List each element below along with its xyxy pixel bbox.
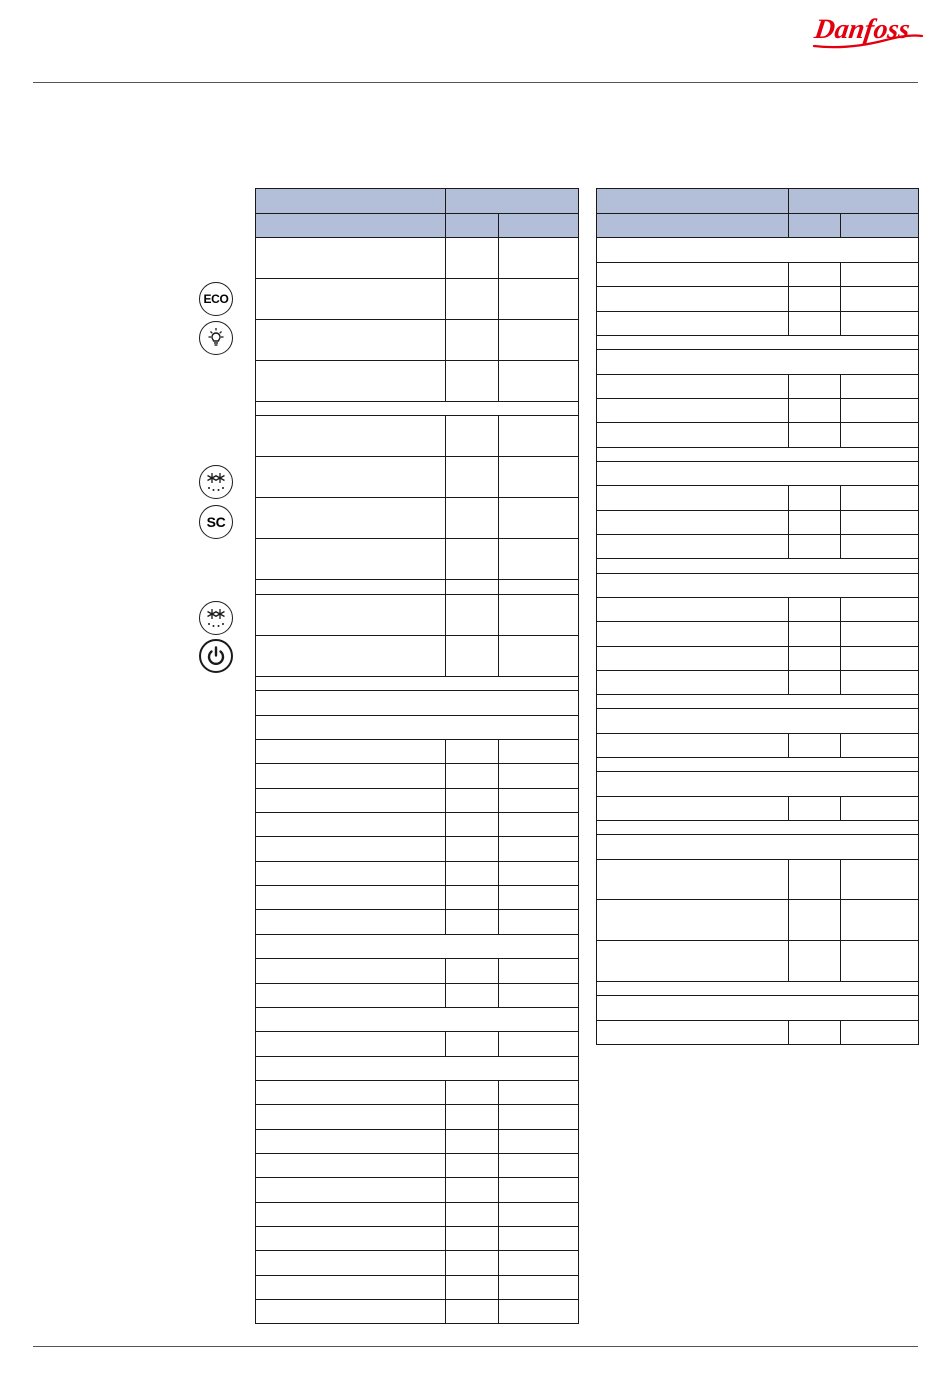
section-row <box>597 821 919 835</box>
table-row <box>597 423 919 448</box>
header-cell <box>499 214 579 238</box>
table-row <box>597 671 919 695</box>
table-row <box>256 764 579 789</box>
table-row <box>256 813 579 837</box>
header-rule <box>33 82 918 83</box>
table-header-row <box>597 214 919 238</box>
table-row <box>256 1251 579 1276</box>
table-row <box>597 486 919 511</box>
table-row <box>256 984 579 1008</box>
header-cell <box>446 189 579 214</box>
table-row <box>256 886 579 910</box>
table-row <box>256 1276 579 1300</box>
section-row <box>597 559 919 574</box>
table-row <box>597 941 919 982</box>
table-row <box>256 416 579 457</box>
table-row <box>597 900 919 941</box>
table-row <box>597 860 919 900</box>
table-row <box>256 320 579 361</box>
table-header-row <box>597 189 919 214</box>
table-row <box>597 287 919 312</box>
table-row <box>256 837 579 862</box>
table-row <box>256 1105 579 1130</box>
table-row <box>256 279 579 320</box>
table-row <box>597 375 919 399</box>
section-row <box>597 982 919 996</box>
eco-icon <box>199 282 233 316</box>
section-row <box>597 709 919 734</box>
table-row <box>256 1300 579 1324</box>
danfoss-logo <box>808 6 926 54</box>
section-row <box>256 691 579 716</box>
light-bulb-icon <box>199 321 233 355</box>
table-row <box>256 1227 579 1251</box>
table-row <box>597 797 919 821</box>
table-row <box>256 910 579 935</box>
table-row <box>256 539 579 580</box>
table-row <box>256 1178 579 1203</box>
table-row <box>256 457 579 498</box>
super-cool-icon <box>199 505 233 539</box>
table-row <box>256 789 579 813</box>
header-cell <box>256 214 446 238</box>
table-row <box>256 580 579 595</box>
svg-text:Danfoss: Danfoss <box>812 14 912 45</box>
table-row <box>256 595 579 636</box>
header-cell <box>597 214 789 238</box>
table-row <box>597 399 919 423</box>
parameter-table-right <box>596 188 919 1045</box>
section-row <box>256 1008 579 1032</box>
table-row <box>256 740 579 764</box>
header-cell <box>789 189 919 214</box>
section-row <box>597 772 919 797</box>
table-row <box>597 312 919 336</box>
section-row <box>597 835 919 860</box>
table-row <box>256 1130 579 1154</box>
section-row <box>597 695 919 709</box>
header-cell <box>597 189 789 214</box>
table-row <box>597 535 919 559</box>
table-row <box>256 636 579 677</box>
footer-rule <box>33 1346 918 1347</box>
section-row <box>256 935 579 959</box>
table-row <box>597 263 919 287</box>
table-row <box>256 1203 579 1227</box>
table-header-row <box>256 214 579 238</box>
defrost-icon <box>199 601 233 635</box>
table-row <box>597 511 919 535</box>
section-row <box>256 1057 579 1081</box>
table-header-row <box>256 189 579 214</box>
header-cell <box>446 214 499 238</box>
section-row <box>597 448 919 462</box>
section-row <box>597 462 919 486</box>
section-row <box>597 574 919 598</box>
header-cell <box>256 189 446 214</box>
section-row <box>597 350 919 375</box>
super-cool-icon-label: SC <box>206 514 226 530</box>
table-row <box>597 1021 919 1045</box>
table-row <box>597 734 919 758</box>
section-row <box>597 758 919 772</box>
table-row <box>256 1032 579 1057</box>
section-row <box>597 336 919 350</box>
defrost-icon <box>199 465 233 499</box>
power-icon <box>199 639 233 673</box>
table-row <box>597 647 919 671</box>
table-row <box>256 361 579 402</box>
table-row <box>256 238 579 279</box>
table-row <box>256 1154 579 1178</box>
section-row <box>256 402 579 416</box>
section-row <box>256 677 579 691</box>
parameter-table-left <box>255 188 579 1324</box>
section-row <box>597 238 919 263</box>
table-row <box>256 1081 579 1105</box>
table-row <box>256 959 579 984</box>
header-cell <box>841 214 919 238</box>
table-row <box>256 498 579 539</box>
table-row <box>597 622 919 647</box>
eco-icon-label: ECO <box>203 292 229 306</box>
table-row <box>256 862 579 886</box>
header-cell <box>789 214 841 238</box>
section-row <box>597 996 919 1021</box>
section-row <box>256 716 579 740</box>
table-row <box>597 598 919 622</box>
